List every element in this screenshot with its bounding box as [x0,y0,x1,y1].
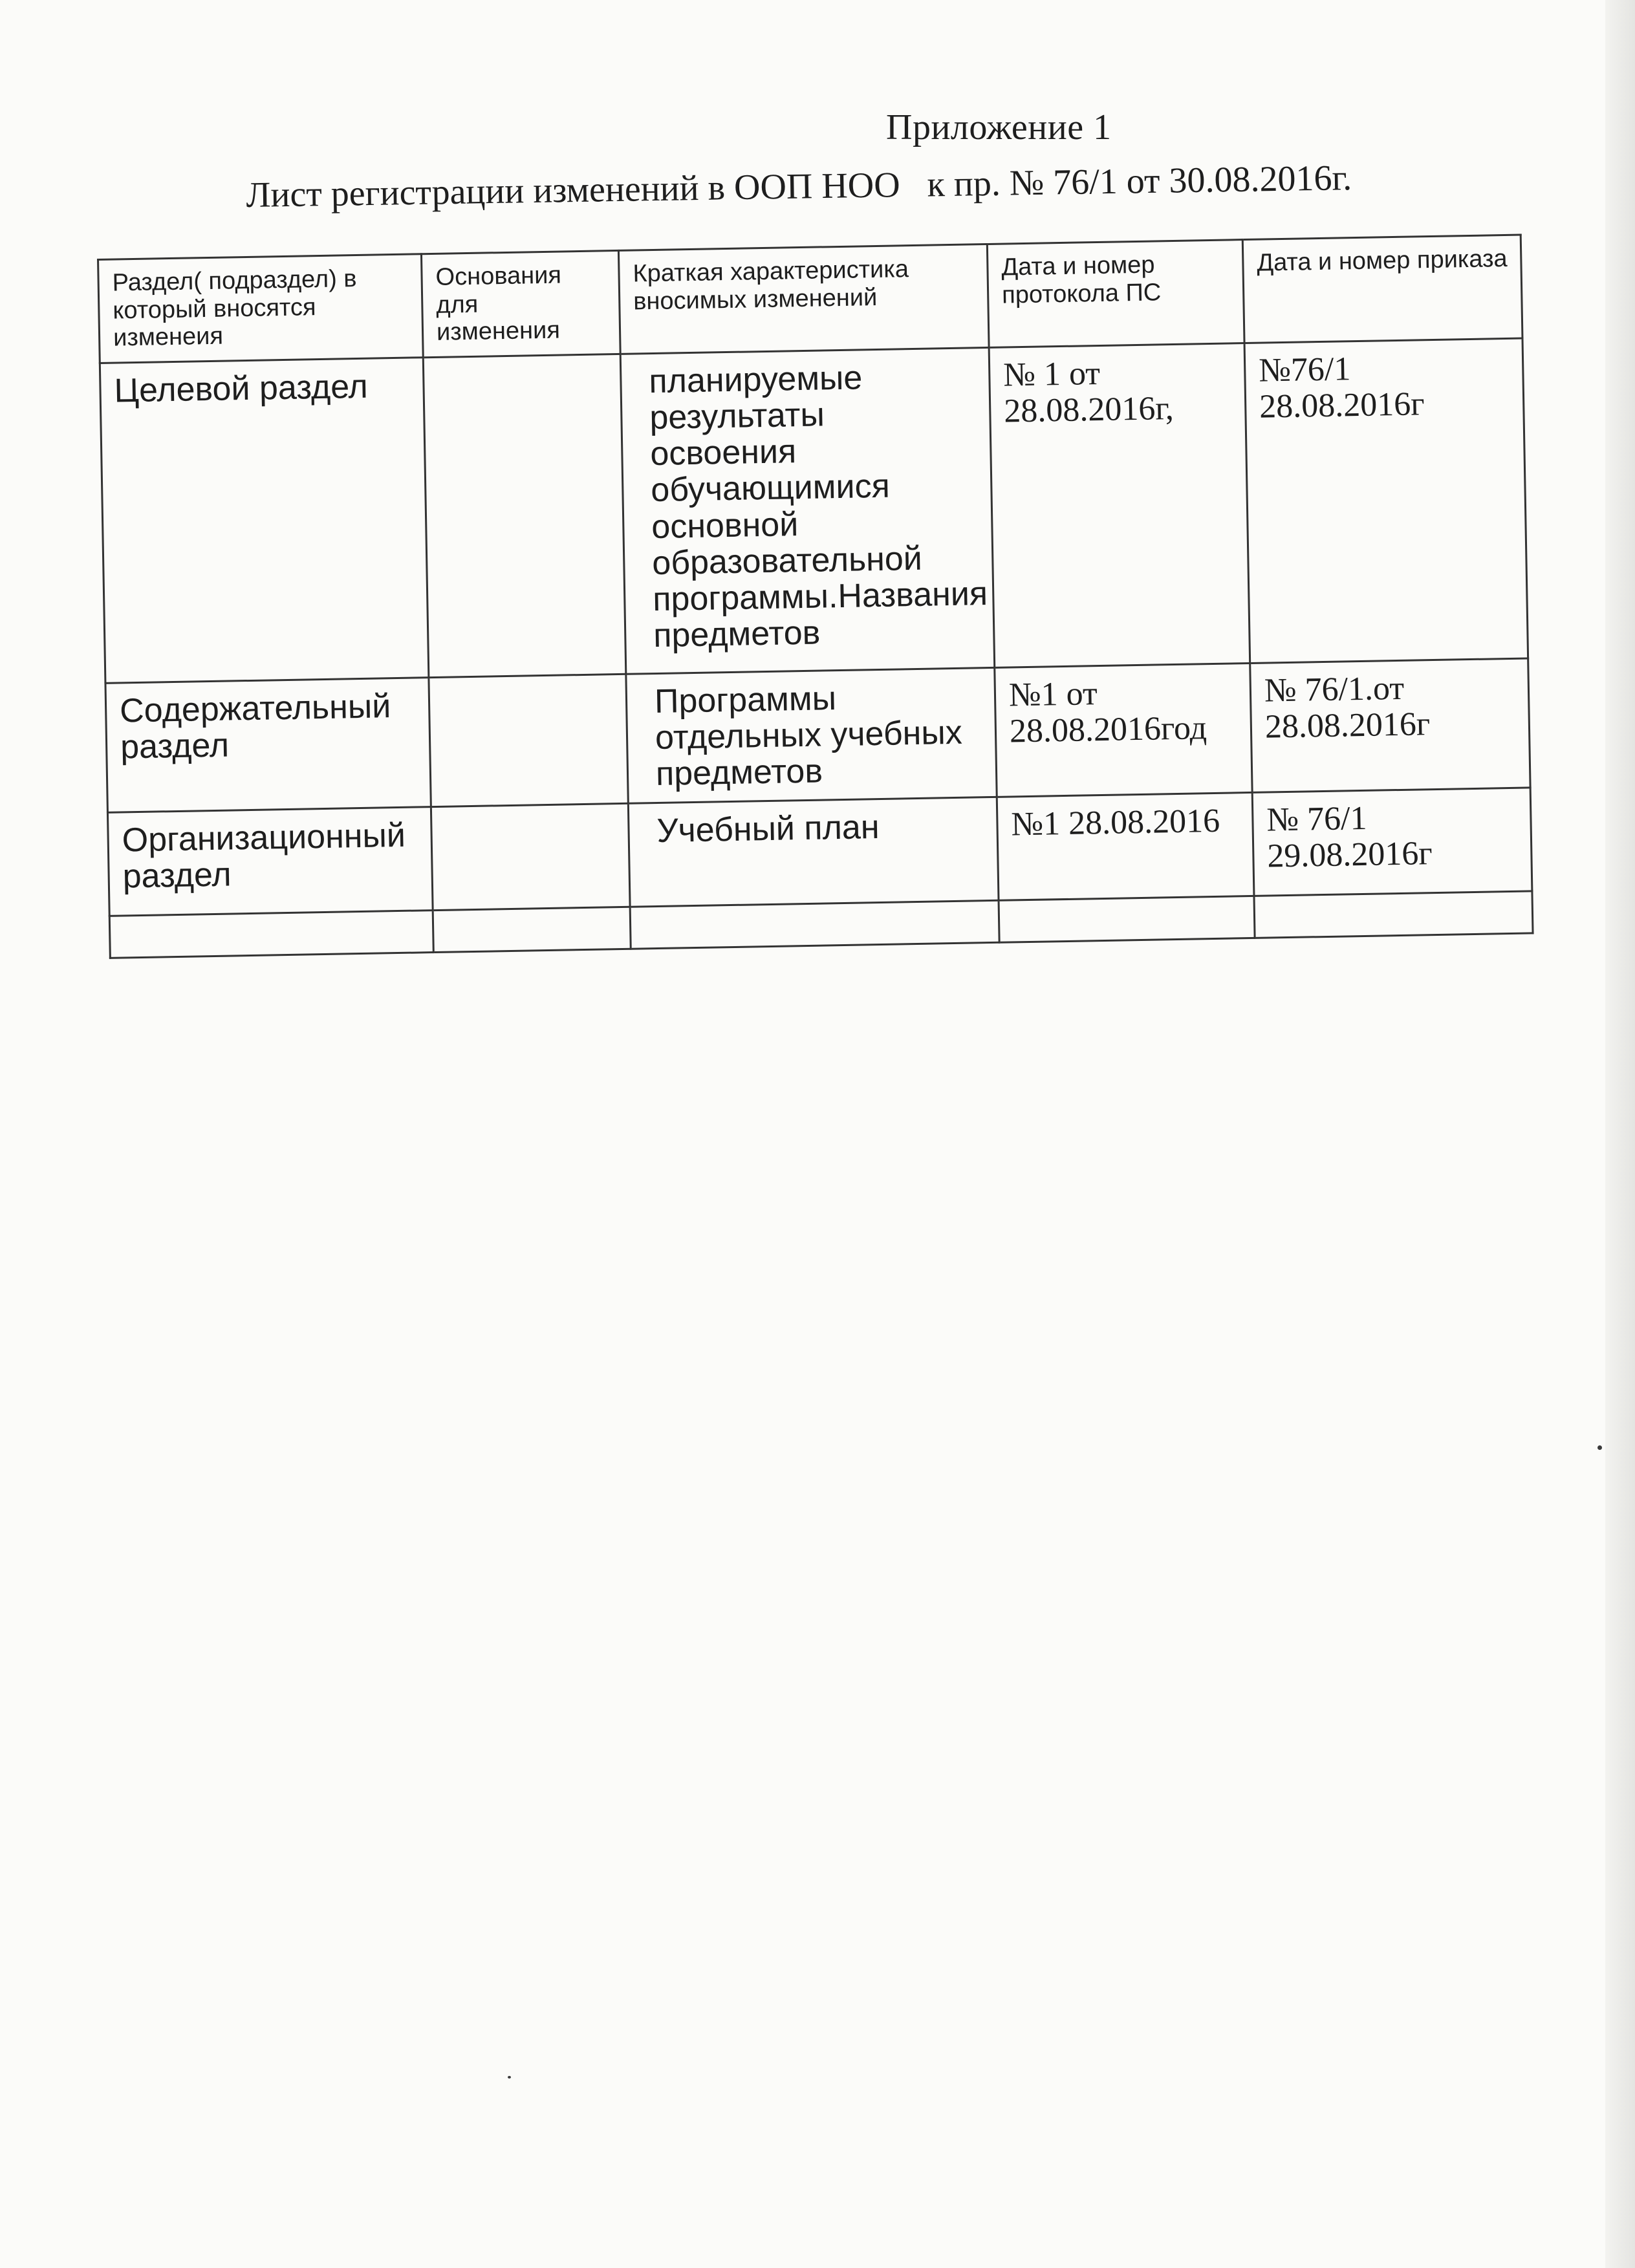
cell-protocol: №1 от 28.08.2016год [995,663,1252,797]
page-edge [1605,0,1635,2268]
scan-speck [1597,1445,1602,1450]
cell-protocol: №1 28.08.2016 [997,792,1254,900]
cell-order [1254,891,1533,938]
header-description: Краткая характеристика вносимых изменений [618,244,989,354]
cell-basis [431,803,630,910]
cell-description [630,900,999,949]
cell-order: № 76/1.от 28.08.2016г [1250,658,1530,792]
cell-section: Содержательный раздел [105,678,431,813]
cell-section [109,911,433,958]
appendix-label: Приложение 1 [886,107,1112,147]
cell-description: Учебный план [628,797,999,907]
cell-order: № 76/1 29.08.2016г [1252,788,1532,896]
scan-speck [508,2076,511,2079]
registration-table [97,234,1534,959]
cell-basis [433,907,631,952]
header-order: Дата и номер приказа [1242,235,1522,343]
cell-section: Организационный раздел [107,807,433,916]
header-protocol: Дата и номер протокола ПС [987,240,1244,348]
registration-table-wrap [97,234,1532,959]
cell-protocol: № 1 от 28.08.2016г, [989,343,1250,668]
table-row [105,658,1530,812]
cell-order: №76/1 28.08.2016г [1244,338,1528,663]
document-title: Лист регистрации изменений в ООП НОО к пр. № 76/1 от 30.08.2016г. [246,158,1352,215]
cell-description: планируемые результаты освоения обучающимися основной образовательной программы.Названия предметов [620,347,995,674]
header-section: Раздел( подраздел) в который вносятся изменеия [98,254,424,363]
cell-description: Программы отдельных учебных предметов [626,667,997,803]
cell-protocol [999,896,1255,942]
cell-section: Целевой раздел [100,358,429,684]
cell-basis [423,354,626,677]
header-basis: Основания для изменения [421,250,620,357]
cell-basis [429,674,628,806]
table-row [100,338,1528,683]
